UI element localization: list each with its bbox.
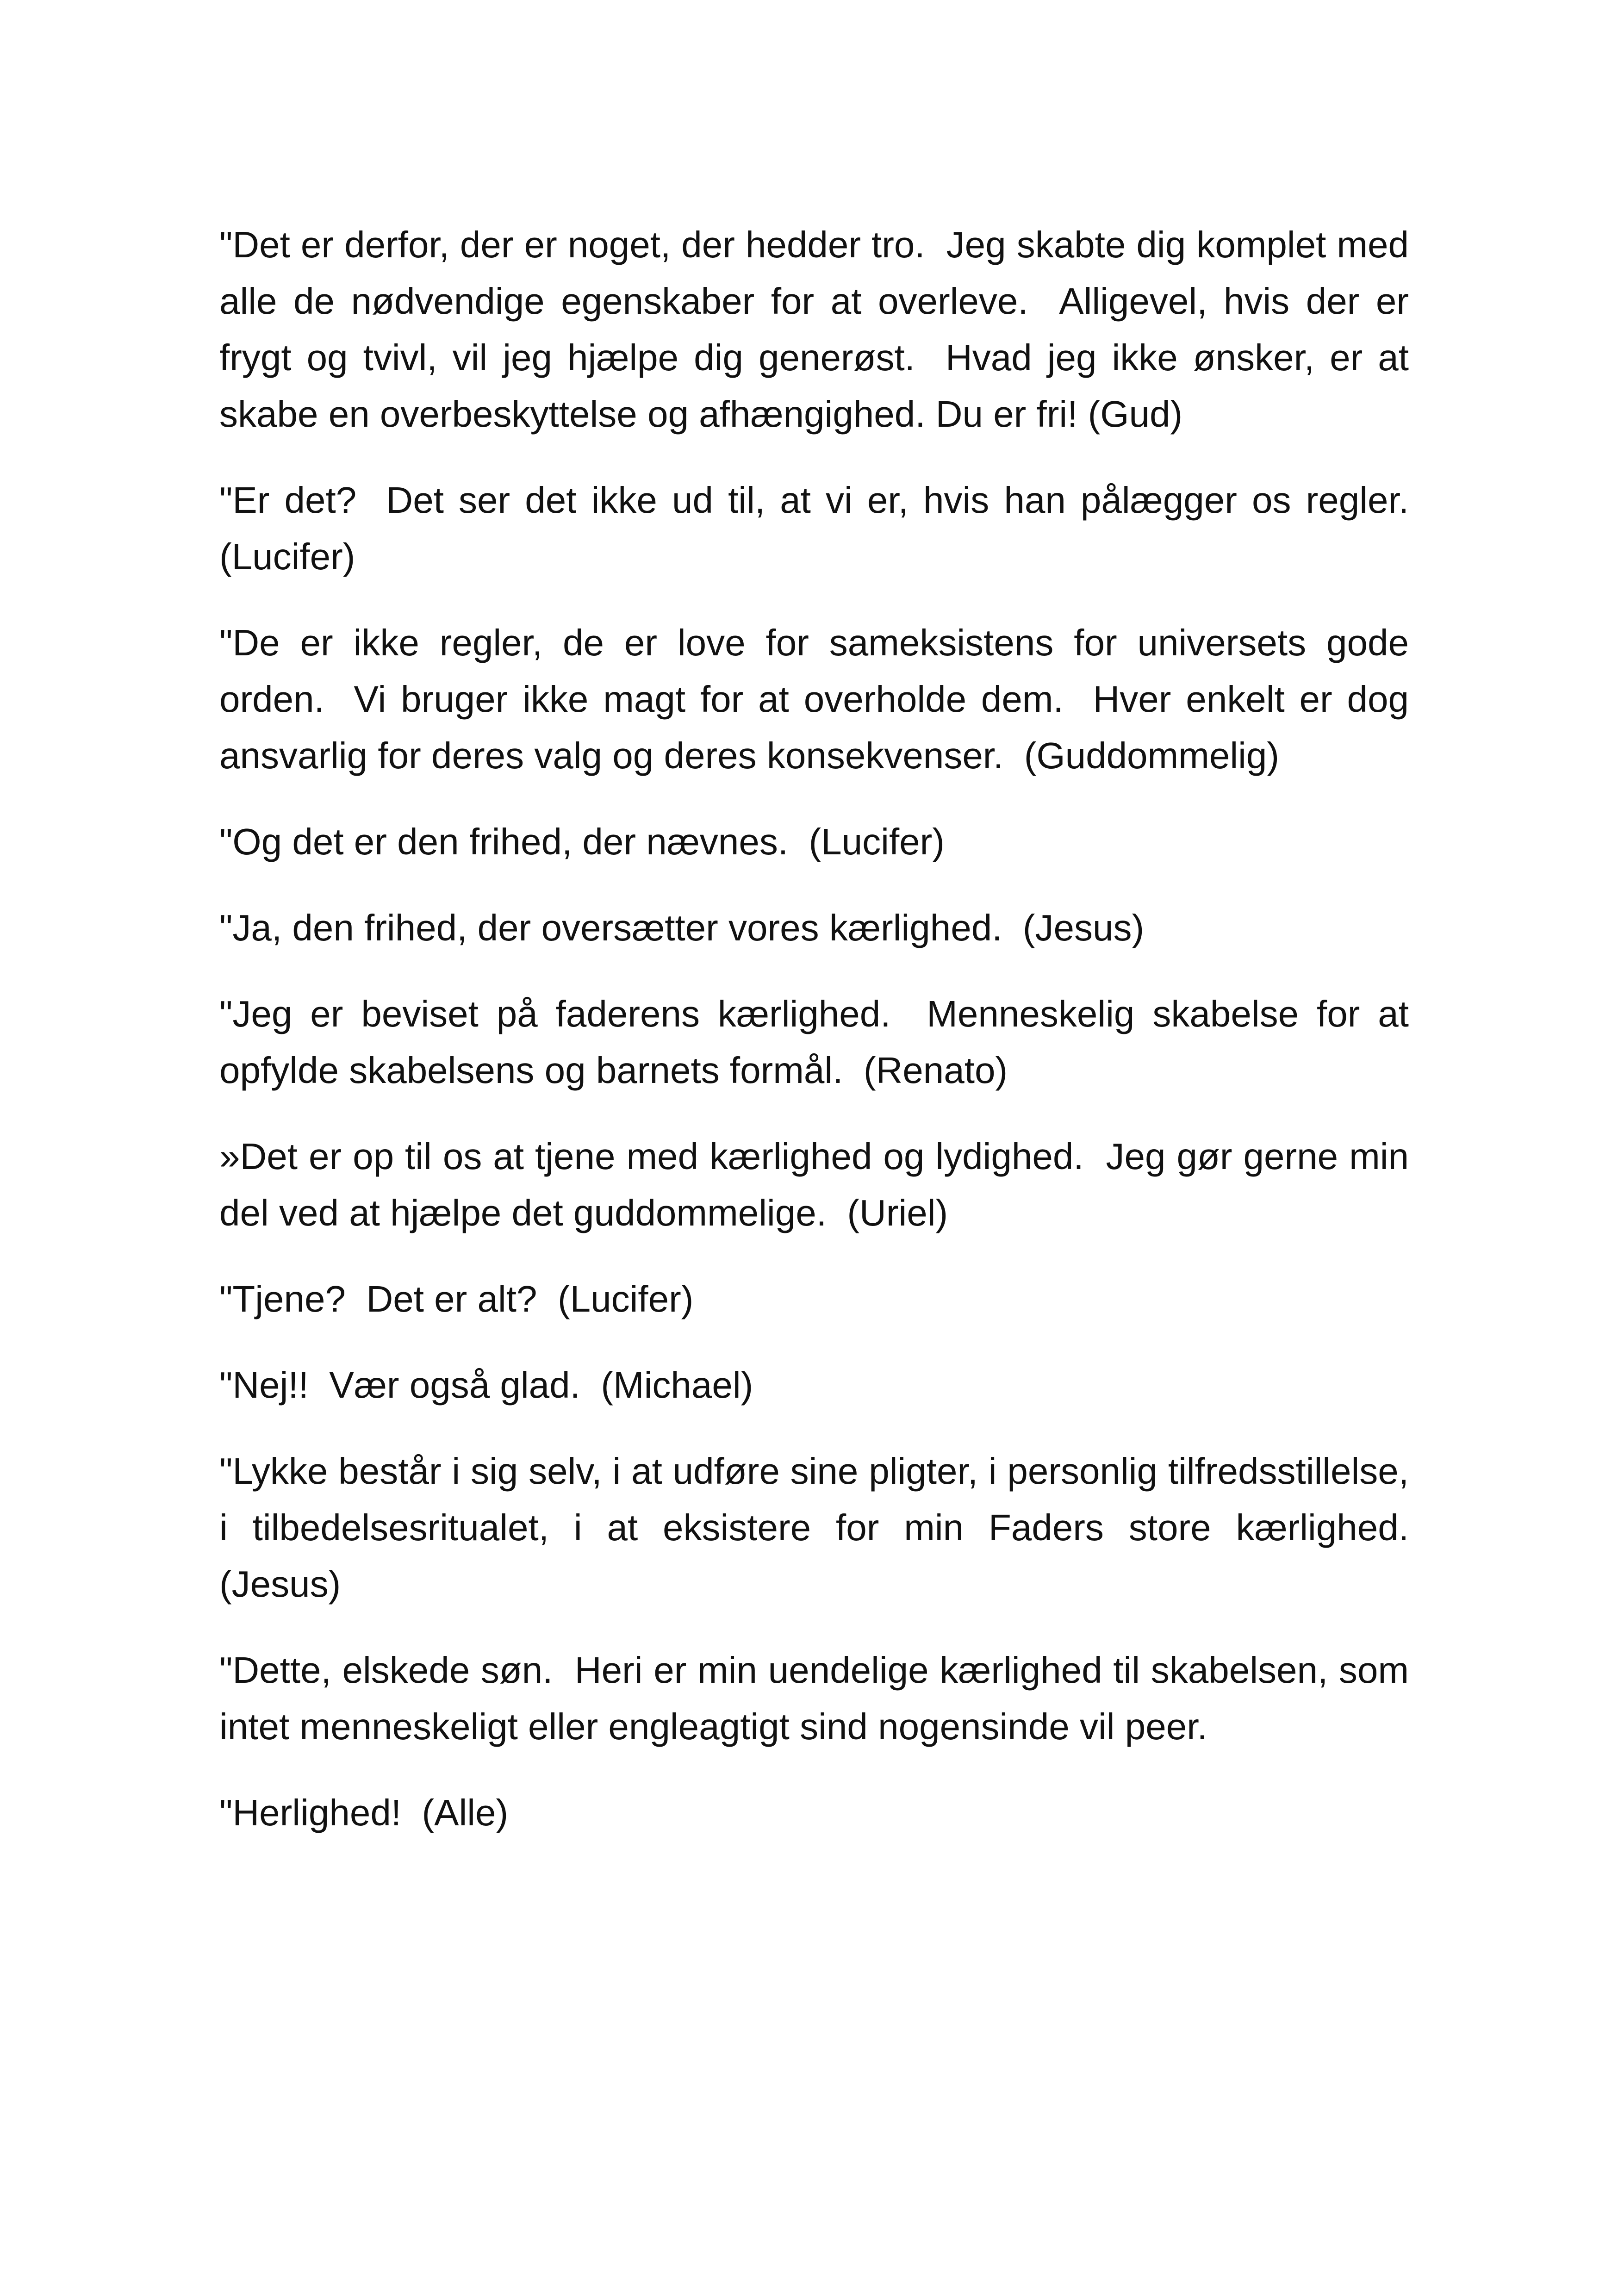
paragraph-6: "Jeg er beviset på faderens kærlighed. Menneskelig skabelse for at opfylde skabelsens og barnets formål. (Renato) <box>219 993 1419 1091</box>
paragraph-5: "Ja, den frihed, der oversætter vores kærlighed. (Jesus) <box>219 907 1145 948</box>
paragraph-7: »Det er op til os at tjene med kærlighed og lydighed. Jeg gør gerne min del ved at hjælpe det guddommelige. (Uriel) <box>219 1136 1419 1233</box>
paragraph-11: "Dette, elskede søn. Heri er min uendelige kærlighed til skabelsen, som intet menneskeligt eller engleagtigt sind nogensinde vil peer. <box>219 1649 1419 1747</box>
paragraph-2: "Er det? Det ser det ikke ud til, at vi er, hvis han pålægger os regler. (Lucifer) <box>219 479 1430 577</box>
paragraph-12: "Herlighed! (Alle) <box>219 1792 509 1833</box>
paragraph-3: "De er ikke regler, de er love for sameksistens for universets gode orden. Vi bruger ikke magt for at overholde dem. Hver enkelt er dog ansvarlig for deres valg og deres konsekvenser. (Guddommelig) <box>219 622 1419 776</box>
paragraph-9: "Nej!! Vær også glad. (Michael) <box>219 1364 753 1406</box>
paragraph-10: "Lykke består i sig selv, i at udføre sine pligter, i personlig tilfredsstillelse, i tilbedelsesritualet, i at eksistere for min Faders store kærlighed. (Jesus) <box>219 1450 1430 1605</box>
paragraph-1: "Det er derfor, der er noget, der hedder tro. Jeg skabte dig komplet med alle de nødvendige egenskaber for at overleve. Alligevel, hvis der er frygt og tvivl, vil jeg hjælpe dig generøst. Hvad jeg ikke ønsker, er at skabe en overbeskyttelse og afhængighed. Du er fri! (Gud) <box>219 224 1419 435</box>
document-body <box>219 217 1430 1871</box>
paragraph-4: "Og det er den frihed, der nævnes. (Lucifer) <box>219 821 945 862</box>
paragraph-8: "Tjene? Det er alt? (Lucifer) <box>219 1278 694 1319</box>
